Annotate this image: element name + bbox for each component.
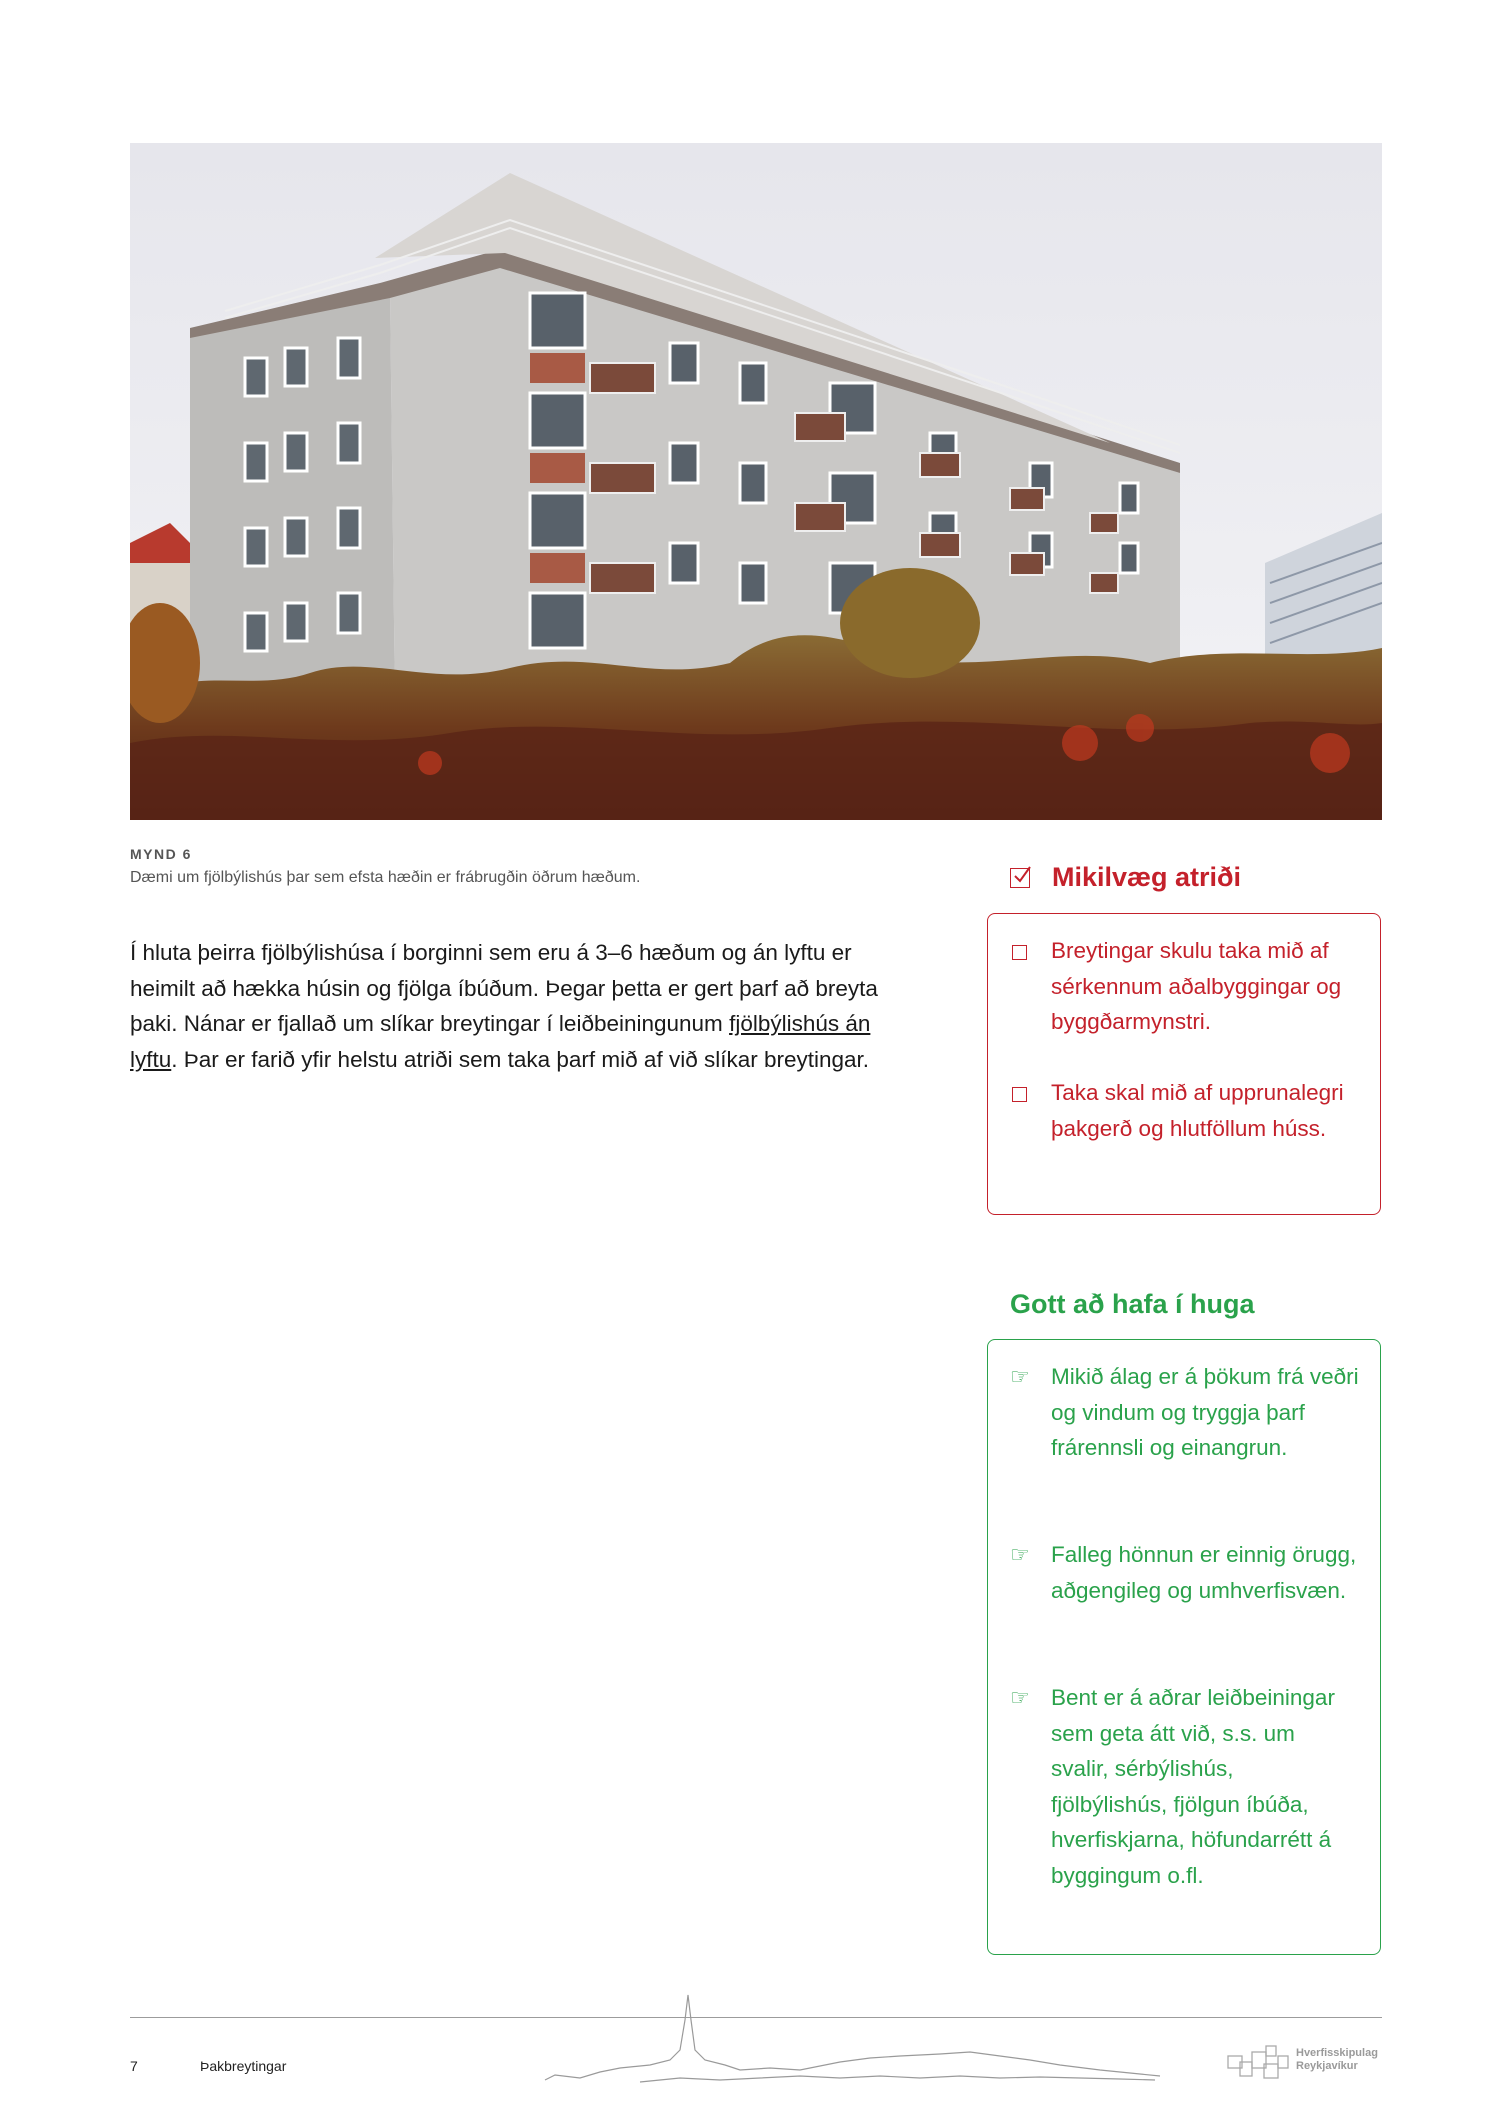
logo-line-2: Reykjavíkur [1296,2060,1358,2072]
pointing-hand-icon: ☞ [1010,1364,1030,1389]
important-item: Taka skal mið af upprunalegri þakgerð og hlutföllum húss. [1051,1080,1344,1141]
tips-box [987,1339,1381,1955]
figure-label: MYND 6 [130,846,192,862]
body-text-end: . Þar er farið yfir helstu atriði sem taka þarf mið af við slíkar breytingar. [171,1046,870,1072]
checkbox-checked-icon [1010,868,1030,888]
logo-text [1296,2047,1378,2073]
section-title: Þakbreytingar [200,2058,287,2074]
checkbox-icon [1012,1087,1027,1102]
building-photo [130,143,1382,820]
tip-item: Mikið álag er á þökum frá veðri og vindum og tryggja þarf frárennsli og einangrun. [1051,1364,1359,1460]
tips-title: Gott að hafa í huga [1010,1289,1255,1319]
body-paragraph [130,935,910,1077]
important-item: Breytingar skulu taka mið af sérkennum aðalbyggingar og byggðarmynstri. [1051,938,1342,1034]
pointing-hand-icon: ☞ [1010,1685,1030,1710]
pointing-hand-icon: ☞ [1010,1542,1030,1567]
body-text-start: Í hluta þeirra fjölbýlishúsa í borginni sem eru á 3–6 hæðum og án lyftu er heimilt að hækka húsin og fjölga íbúðum. Þegar þetta er gert þarf að breyta þaki. Nánar er fjallað um slíkar breytingar í leiðbeiningunum [130,940,878,1036]
logo-line-1: Hverfisskipulag [1296,2047,1378,2059]
figure-caption: Dæmi um fjölbýlishús þar sem efsta hæðin er frábrugðin öðrum hæðum. [130,869,641,886]
important-title: Mikilvæg atriði [1052,862,1242,892]
hverfisskipulag-logo-icon [1226,2042,1292,2082]
fjolbylishus-link[interactable]: fjölbýlishús án lyftu [130,1011,871,1072]
tip-item: Bent er á aðrar leiðbeiningar sem geta átt við, s.s. um svalir, sérbýlishús, fjölbýlishús, fjölgun íbúða, hverfiskjarna, höfundarrétt á byggingum o.fl. [1051,1685,1335,1888]
important-box [987,913,1381,1215]
tip-item: Falleg hönnun er einnig örugg, aðgengileg og umhverfisvæn. [1051,1542,1357,1603]
checkbox-icon [1012,945,1027,960]
skyline-illustration [540,1990,1170,2090]
page-number: 7 [130,2058,138,2074]
